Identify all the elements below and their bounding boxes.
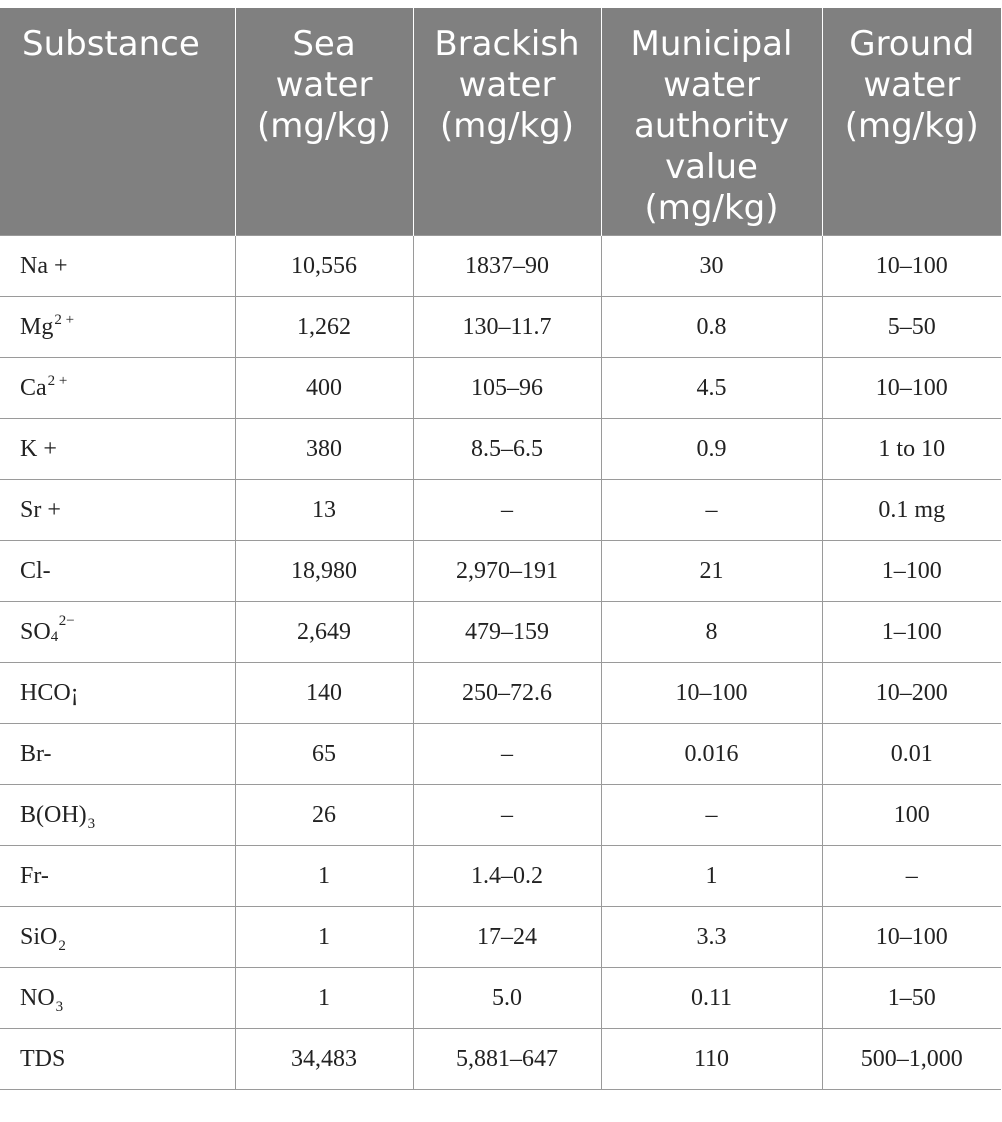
sea-water-cell: 1 — [235, 968, 413, 1029]
sea-water-cell: 380 — [235, 419, 413, 480]
table-row — [0, 907, 1001, 968]
sea-water-cell: 10,556 — [235, 236, 413, 297]
substance-cell: $NO_3$ — [0, 968, 235, 1029]
table-row — [0, 724, 1001, 785]
municipal-water-cell: 0.016 — [601, 724, 822, 785]
sea-water-cell: 65 — [235, 724, 413, 785]
substance-cell: SO 2− 4 — [0, 602, 235, 663]
table-row — [0, 602, 1001, 663]
sea-water-cell: 2,649 — [235, 602, 413, 663]
ground-water-cell: 1–50 — [822, 968, 1001, 1029]
ground-water-cell: 10–100 — [822, 236, 1001, 297]
ground-water-cell: 10–100 — [822, 907, 1001, 968]
brackish-water-cell: 479–159 — [413, 602, 601, 663]
ground-water-cell: 0.1 mg — [822, 480, 1001, 541]
table-row — [0, 358, 1001, 419]
table-row — [0, 785, 1001, 846]
ground-water-cell: 1–100 — [822, 541, 1001, 602]
brackish-water-cell: 17–24 — [413, 907, 601, 968]
table-row — [0, 480, 1001, 541]
sea-water-cell: 1,262 — [235, 297, 413, 358]
header-row — [0, 8, 1001, 236]
municipal-water-cell: 3.3 — [601, 907, 822, 968]
substance-cell: SiO$_2$ — [0, 907, 235, 968]
substance-cell: Cl- — [0, 541, 235, 602]
sea-water-cell: 13 — [235, 480, 413, 541]
sea-water-cell: 1 — [235, 846, 413, 907]
table-row — [0, 297, 1001, 358]
brackish-water-cell: 130–11.7 — [413, 297, 601, 358]
sea-water-cell: 140 — [235, 663, 413, 724]
ground-water-cell: 5–50 — [822, 297, 1001, 358]
municipal-water-cell: – — [601, 785, 822, 846]
table-row — [0, 541, 1001, 602]
ground-water-cell: 1 to 10 — [822, 419, 1001, 480]
ground-water-cell: 100 — [822, 785, 1001, 846]
brackish-water-cell: 5.0 — [413, 968, 601, 1029]
municipal-water-cell: 10–100 — [601, 663, 822, 724]
municipal-water-cell: 30 — [601, 236, 822, 297]
table-body — [0, 236, 1001, 1090]
substance-cell: Sr + — [0, 480, 235, 541]
municipal-water-cell: 21 — [601, 541, 822, 602]
brackish-water-cell: 1.4–0.2 — [413, 846, 601, 907]
municipal-water-cell: 4.5 — [601, 358, 822, 419]
brackish-water-cell: 1837–90 — [413, 236, 601, 297]
substance-cell: Fr- — [0, 846, 235, 907]
municipal-water-cell: 0.9 — [601, 419, 822, 480]
header-brackish-water: Brackish water (mg/kg) — [413, 8, 601, 236]
table-row — [0, 846, 1001, 907]
ground-water-cell: 10–100 — [822, 358, 1001, 419]
municipal-water-cell: 0.11 — [601, 968, 822, 1029]
brackish-water-cell: 8.5–6.5 — [413, 419, 601, 480]
municipal-water-cell: 8 — [601, 602, 822, 663]
ground-water-cell: – — [822, 846, 1001, 907]
table-row — [0, 419, 1001, 480]
table-row — [0, 1029, 1001, 1090]
municipal-water-cell: 1 — [601, 846, 822, 907]
header-sea-water: Sea water (mg/kg) — [235, 8, 413, 236]
table-header — [0, 8, 1001, 236]
sea-water-cell: 1 — [235, 907, 413, 968]
ground-water-cell: 1–100 — [822, 602, 1001, 663]
substance-cell: $Ca^{2 +}$ — [0, 358, 235, 419]
table-row — [0, 663, 1001, 724]
substance-cell: Na + — [0, 236, 235, 297]
table-row — [0, 968, 1001, 1029]
sea-water-cell: 400 — [235, 358, 413, 419]
sea-water-cell: 26 — [235, 785, 413, 846]
sea-water-cell: 34,483 — [235, 1029, 413, 1090]
ground-water-cell: 500–1,000 — [822, 1029, 1001, 1090]
table-row — [0, 236, 1001, 297]
brackish-water-cell: – — [413, 480, 601, 541]
water-composition-table — [0, 8, 1001, 1090]
substance-cell: HCO¡ — [0, 663, 235, 724]
header-ground-water: Ground water (mg/kg) — [822, 8, 1001, 236]
brackish-water-cell: 250–72.6 — [413, 663, 601, 724]
header-substance: Substance — [0, 8, 235, 236]
municipal-water-cell: 110 — [601, 1029, 822, 1090]
municipal-water-cell: 0.8 — [601, 297, 822, 358]
sea-water-cell: 18,980 — [235, 541, 413, 602]
municipal-water-cell: – — [601, 480, 822, 541]
substance-cell: $B(OH)_3$ — [0, 785, 235, 846]
ground-water-cell: 10–200 — [822, 663, 1001, 724]
brackish-water-cell: 5,881–647 — [413, 1029, 601, 1090]
substance-cell: $Mg^{2 +}$ — [0, 297, 235, 358]
brackish-water-cell: – — [413, 724, 601, 785]
substance-cell: K + — [0, 419, 235, 480]
brackish-water-cell: 2,970–191 — [413, 541, 601, 602]
substance-cell: Br- — [0, 724, 235, 785]
ground-water-cell: 0.01 — [822, 724, 1001, 785]
substance-cell: TDS — [0, 1029, 235, 1090]
brackish-water-cell: 105–96 — [413, 358, 601, 419]
brackish-water-cell: – — [413, 785, 601, 846]
header-municipal-water: Municipal water authority value (mg/kg) — [601, 8, 822, 236]
